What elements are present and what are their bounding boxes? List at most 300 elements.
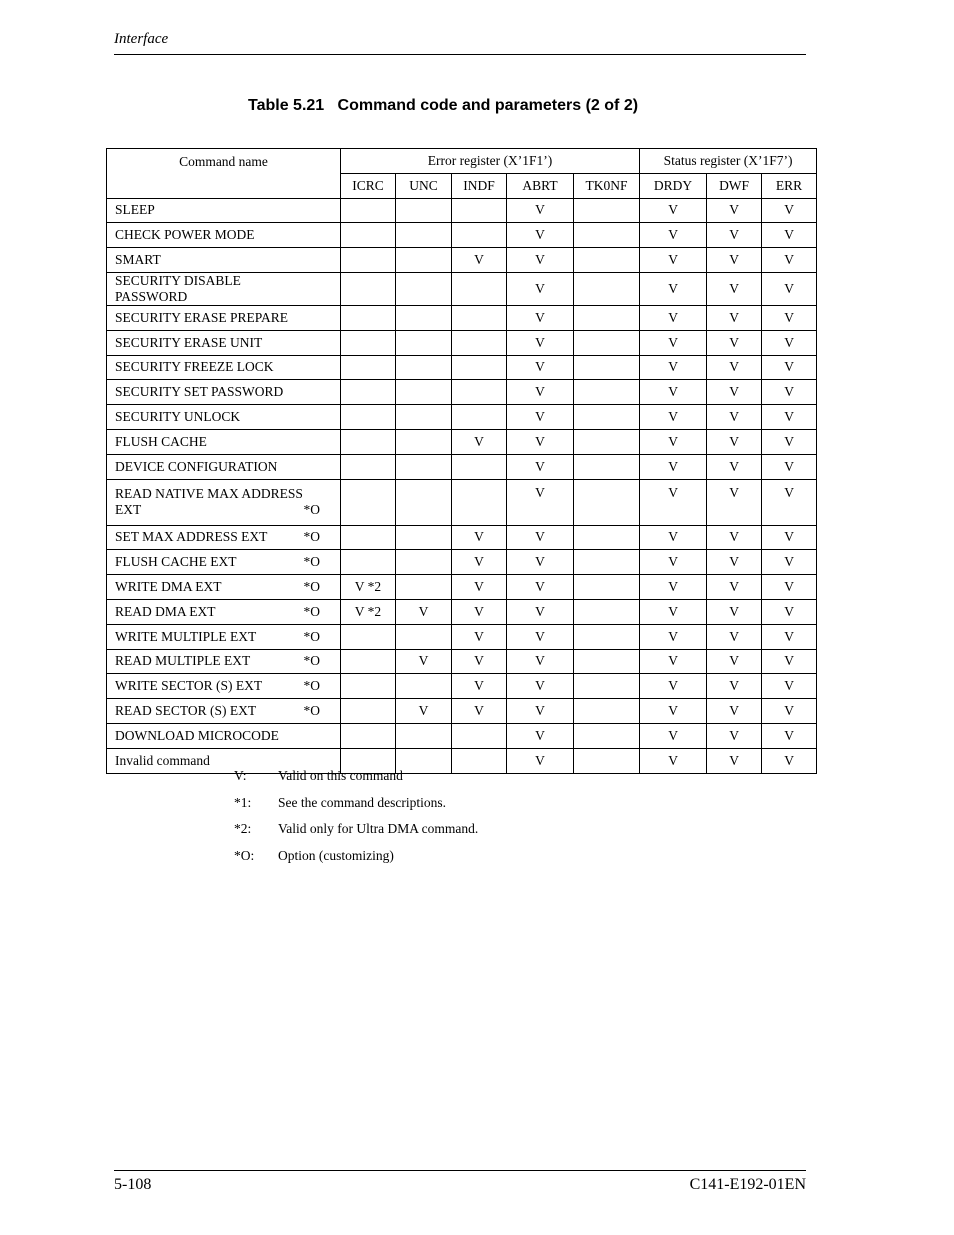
cell-dwf: V (707, 454, 762, 479)
cell-indf (452, 305, 507, 330)
cell-abrt: V (507, 248, 574, 273)
cell-err: V (762, 330, 817, 355)
command-name-wrap (115, 384, 340, 400)
command-name-cell (107, 674, 341, 699)
cell-dwf: V (707, 405, 762, 430)
cell-err: V (762, 405, 817, 430)
note-text: Valid only for Ultra DMA command. (278, 821, 479, 837)
cell-drdy: V (640, 380, 707, 405)
cell-unc (396, 550, 452, 575)
cell-dwf: V (707, 223, 762, 248)
cell-tk0nf (574, 223, 640, 248)
cell-abrt: V (507, 330, 574, 355)
command-name-wrap (115, 678, 340, 694)
table-row (107, 479, 817, 525)
cell-abrt: V (507, 699, 574, 724)
cell-err: V (762, 479, 817, 525)
cell-indf: V (452, 674, 507, 699)
table-row (107, 330, 817, 355)
cell-indf (452, 223, 507, 248)
table-row (107, 624, 817, 649)
cell-abrt: V (507, 272, 574, 305)
command-name-wrap (115, 409, 340, 425)
cell-err: V (762, 198, 817, 223)
cell-unc (396, 748, 452, 773)
document-code: C141-E192-01EN (689, 1176, 806, 1193)
command-name-text: CHECK POWER MODE (115, 227, 255, 243)
option-marker: *O (303, 603, 320, 619)
cell-icrc (341, 405, 396, 430)
cell-unc (396, 575, 452, 600)
cell-abrt: V (507, 479, 574, 525)
table-row (107, 649, 817, 674)
cell-abrt: V (507, 454, 574, 479)
cell-icrc (341, 479, 396, 525)
cell-abrt: V (507, 223, 574, 248)
cell-indf (452, 748, 507, 773)
cell-icrc (341, 525, 396, 550)
table-row (107, 248, 817, 273)
table-row (107, 550, 817, 575)
command-name-text: SECURITY UNLOCK (115, 409, 241, 425)
cell-indf (452, 330, 507, 355)
cell-drdy: V (640, 674, 707, 699)
cell-tk0nf (574, 723, 640, 748)
cell-drdy: V (640, 305, 707, 330)
cell-unc (396, 405, 452, 430)
command-name-cell (107, 198, 341, 223)
cell-dwf: V (707, 248, 762, 273)
cell-drdy: V (640, 454, 707, 479)
command-name-cell (107, 248, 341, 273)
note-text: Option (customizing) (278, 848, 394, 864)
cell-err: V (762, 649, 817, 674)
cell-unc (396, 223, 452, 248)
cell-indf (452, 405, 507, 430)
command-name-wrap (115, 703, 340, 719)
cell-dwf: V (707, 699, 762, 724)
command-name-wrap (115, 629, 340, 645)
cell-icrc (341, 272, 396, 305)
command-name-cell (107, 624, 341, 649)
command-name-text: DOWNLOAD MICROCODE (115, 727, 279, 743)
cell-err: V (762, 599, 817, 624)
command-name-wrap (115, 252, 340, 268)
cell-indf: V (452, 429, 507, 454)
note-key: *2: (234, 821, 252, 837)
cell-icrc (341, 248, 396, 273)
cell-dwf: V (707, 748, 762, 773)
cell-drdy: V (640, 550, 707, 575)
cell-tk0nf (574, 454, 640, 479)
command-name-text: SECURITY FREEZE LOCK (115, 359, 274, 375)
cell-drdy: V (640, 355, 707, 380)
command-name-wrap (115, 202, 340, 218)
cell-tk0nf (574, 624, 640, 649)
table-row (107, 305, 817, 330)
cell-tk0nf (574, 748, 640, 773)
option-marker: *O (303, 502, 320, 518)
cell-indf: V (452, 649, 507, 674)
cell-err: V (762, 429, 817, 454)
cell-drdy: V (640, 330, 707, 355)
cell-err: V (762, 674, 817, 699)
cell-icrc (341, 330, 396, 355)
cell-err: V (762, 624, 817, 649)
cell-icrc (341, 649, 396, 674)
cell-drdy: V (640, 479, 707, 525)
command-name-text: SECURITY ERASE PREPARE (115, 309, 289, 325)
cell-unc (396, 624, 452, 649)
cell-abrt: V (507, 674, 574, 699)
cell-icrc (341, 699, 396, 724)
cell-abrt: V (507, 723, 574, 748)
cell-drdy: V (640, 723, 707, 748)
table-row (107, 575, 817, 600)
cell-tk0nf (574, 248, 640, 273)
cell-unc: V (396, 699, 452, 724)
cell-err: V (762, 723, 817, 748)
page-number: 5-108 (114, 1176, 152, 1193)
command-name-cell (107, 272, 341, 305)
cell-icrc (341, 454, 396, 479)
command-name-cell (107, 380, 341, 405)
command-name-cell (107, 699, 341, 724)
cell-tk0nf (574, 649, 640, 674)
command-name-text: SECURITY ERASE UNIT (115, 334, 263, 350)
command-name-header: Command name (107, 149, 341, 199)
cell-indf (452, 479, 507, 525)
command-name-wrap (115, 273, 340, 305)
command-name-wrap (115, 483, 340, 521)
option-marker: *O (303, 653, 320, 669)
cell-abrt: V (507, 355, 574, 380)
command-name-text: SMART (115, 252, 161, 268)
cell-err: V (762, 380, 817, 405)
cell-tk0nf (574, 405, 640, 430)
table-row (107, 748, 817, 773)
cell-unc (396, 674, 452, 699)
cell-tk0nf (574, 575, 640, 600)
command-name-wrap (115, 753, 340, 769)
table-row (107, 405, 817, 430)
command-name-wrap (115, 310, 340, 326)
cell-unc (396, 454, 452, 479)
cell-tk0nf (574, 674, 640, 699)
cell-dwf: V (707, 305, 762, 330)
note-text: See the command descriptions. (278, 794, 446, 810)
command-name-wrap (115, 728, 340, 744)
cell-indf (452, 380, 507, 405)
option-marker: *O (303, 678, 320, 694)
cell-abrt: V (507, 624, 574, 649)
command-name-text: READ SECTOR (S) EXT (115, 703, 257, 719)
cell-drdy: V (640, 575, 707, 600)
cell-unc (396, 198, 452, 223)
cell-dwf: V (707, 649, 762, 674)
command-name-text: WRITE SECTOR (S) EXT (115, 678, 263, 694)
command-name-wrap (115, 554, 340, 570)
column-header-err: ERR (762, 173, 817, 198)
column-header-icrc: ICRC (341, 173, 396, 198)
cell-tk0nf (574, 699, 640, 724)
cell-unc (396, 429, 452, 454)
cell-icrc (341, 198, 396, 223)
command-name-cell (107, 649, 341, 674)
cell-dwf: V (707, 198, 762, 223)
cell-abrt: V (507, 575, 574, 600)
command-name-cell (107, 479, 341, 525)
cell-drdy: V (640, 429, 707, 454)
cell-indf: V (452, 575, 507, 600)
note-key: V: (234, 768, 247, 783)
running-header: Interface (114, 31, 169, 47)
command-name-text: FLUSH CACHE (115, 433, 207, 449)
cell-dwf: V (707, 575, 762, 600)
cell-tk0nf (574, 525, 640, 550)
note-key: *O: (234, 848, 255, 864)
command-name-cell (107, 575, 341, 600)
cell-err: V (762, 305, 817, 330)
table-row (107, 198, 817, 223)
cell-dwf: V (707, 355, 762, 380)
cell-tk0nf (574, 355, 640, 380)
option-marker: *O (303, 703, 320, 719)
command-name-cell (107, 330, 341, 355)
table-row (107, 674, 817, 699)
command-table (106, 148, 817, 774)
command-name-cell (107, 305, 341, 330)
command-name-text: FLUSH CACHE EXT (115, 554, 237, 570)
command-name-text: WRITE DMA EXT (115, 579, 222, 595)
cell-abrt: V (507, 405, 574, 430)
cell-err: V (762, 699, 817, 724)
cell-tk0nf (574, 272, 640, 305)
command-name-text: SECURITY DISABLE PASSWORD (115, 272, 241, 304)
cell-dwf: V (707, 330, 762, 355)
cell-unc: V (396, 649, 452, 674)
command-name-wrap (115, 579, 340, 595)
cell-abrt: V (507, 649, 574, 674)
command-name-cell (107, 599, 341, 624)
cell-dwf: V (707, 674, 762, 699)
cell-icrc (341, 355, 396, 380)
cell-unc (396, 272, 452, 305)
command-name-wrap (115, 459, 340, 475)
cell-indf: V (452, 550, 507, 575)
cell-unc (396, 355, 452, 380)
cell-drdy: V (640, 248, 707, 273)
column-header-indf: INDF (452, 173, 507, 198)
cell-unc (396, 525, 452, 550)
command-name-wrap (115, 227, 340, 243)
cell-unc (396, 380, 452, 405)
command-name-wrap (115, 529, 340, 545)
cell-dwf: V (707, 723, 762, 748)
error-register-header: Error register (X’1F1’) (341, 149, 640, 174)
cell-tk0nf (574, 330, 640, 355)
command-name-text: READ MULTIPLE EXT (115, 653, 251, 669)
header-rule (114, 54, 806, 55)
cell-indf: V (452, 248, 507, 273)
command-name-text: SLEEP (115, 202, 155, 218)
cell-icrc: V *2 (341, 599, 396, 624)
command-name-cell (107, 355, 341, 380)
cell-abrt: V (507, 525, 574, 550)
status-register-header: Status register (X’1F7’) (640, 149, 817, 174)
command-name-text: READ NATIVE MAX ADDRESS (115, 486, 303, 502)
cell-icrc (341, 674, 396, 699)
cell-abrt: V (507, 599, 574, 624)
cell-indf: V (452, 525, 507, 550)
cell-dwf: V (707, 599, 762, 624)
cell-tk0nf (574, 550, 640, 575)
cell-unc (396, 248, 452, 273)
cell-drdy: V (640, 405, 707, 430)
column-header-unc: UNC (396, 173, 452, 198)
table-row (107, 272, 817, 305)
cell-icrc (341, 223, 396, 248)
cell-unc (396, 305, 452, 330)
option-marker: *O (303, 579, 320, 595)
cell-err: V (762, 454, 817, 479)
command-name-text: SECURITY SET PASSWORD (115, 384, 284, 400)
command-name-wrap (115, 653, 340, 669)
cell-tk0nf (574, 198, 640, 223)
cell-err: V (762, 248, 817, 273)
command-name-wrap (115, 604, 340, 620)
cell-abrt: V (507, 198, 574, 223)
cell-err: V (762, 550, 817, 575)
cell-dwf: V (707, 272, 762, 305)
cell-tk0nf (574, 479, 640, 525)
cell-icrc (341, 380, 396, 405)
cell-abrt: V (507, 305, 574, 330)
cell-err: V (762, 575, 817, 600)
command-name-text: READ DMA EXT (115, 603, 216, 619)
cell-drdy: V (640, 198, 707, 223)
column-header-dwf: DWF (707, 173, 762, 198)
cell-dwf: V (707, 525, 762, 550)
command-name-wrap (115, 335, 340, 351)
command-name-cell (107, 723, 341, 748)
column-header-abrt: ABRT (507, 173, 574, 198)
table-row (107, 223, 817, 248)
note-key: *1: (234, 794, 252, 810)
cell-unc (396, 479, 452, 525)
table-row (107, 429, 817, 454)
table-row (107, 525, 817, 550)
cell-icrc (341, 624, 396, 649)
cell-unc (396, 330, 452, 355)
cell-icrc (341, 723, 396, 748)
cell-indf: V (452, 599, 507, 624)
cell-tk0nf (574, 599, 640, 624)
cell-indf (452, 272, 507, 305)
table-row (107, 599, 817, 624)
cell-drdy: V (640, 649, 707, 674)
cell-err: V (762, 223, 817, 248)
cell-err: V (762, 525, 817, 550)
command-name-text: SET MAX ADDRESS EXT (115, 529, 268, 545)
cell-icrc (341, 305, 396, 330)
cell-indf: V (452, 624, 507, 649)
cell-dwf: V (707, 479, 762, 525)
cell-indf (452, 198, 507, 223)
cell-tk0nf (574, 305, 640, 330)
cell-icrc (341, 429, 396, 454)
table-body (107, 198, 817, 773)
table-row (107, 454, 817, 479)
cell-icrc: V *2 (341, 575, 396, 600)
command-name-cell (107, 429, 341, 454)
command-name-text: Invalid command (115, 752, 210, 768)
command-name-text: WRITE MULTIPLE EXT (115, 628, 257, 644)
table-row (107, 723, 817, 748)
cell-tk0nf (574, 429, 640, 454)
cell-drdy: V (640, 699, 707, 724)
cell-dwf: V (707, 624, 762, 649)
table-head (107, 149, 817, 199)
footer-rule (114, 1170, 806, 1171)
command-name-text: DEVICE CONFIGURATION (115, 458, 278, 474)
command-name-cell (107, 405, 341, 430)
group-header-row (107, 149, 817, 174)
note-text: Valid on this command (278, 768, 403, 783)
cell-dwf: V (707, 380, 762, 405)
cell-drdy: V (640, 223, 707, 248)
cell-abrt: V (507, 550, 574, 575)
cell-abrt: V (507, 748, 574, 773)
cell-tk0nf (574, 380, 640, 405)
column-header-tk0nf: TK0NF (574, 173, 640, 198)
cell-drdy: V (640, 599, 707, 624)
column-header-drdy: DRDY (640, 173, 707, 198)
command-name-cell (107, 223, 341, 248)
cell-dwf: V (707, 429, 762, 454)
cell-abrt: V (507, 429, 574, 454)
option-marker: *O (303, 628, 320, 644)
cell-indf (452, 454, 507, 479)
table-row (107, 355, 817, 380)
cell-abrt: V (507, 380, 574, 405)
cell-err: V (762, 748, 817, 773)
cell-icrc (341, 550, 396, 575)
cell-drdy: V (640, 748, 707, 773)
cell-err: V (762, 272, 817, 305)
command-name-cell (107, 525, 341, 550)
command-name-text: EXT (115, 502, 142, 518)
cell-indf (452, 723, 507, 748)
cell-indf: V (452, 699, 507, 724)
cell-drdy: V (640, 525, 707, 550)
cell-unc (396, 723, 452, 748)
table-row (107, 380, 817, 405)
cell-unc: V (396, 599, 452, 624)
cell-dwf: V (707, 550, 762, 575)
option-marker: *O (303, 529, 320, 545)
cell-indf (452, 355, 507, 380)
cell-drdy: V (640, 272, 707, 305)
cell-drdy: V (640, 624, 707, 649)
table-title: Table 5.21 Command code and parameters (2 of 2) (248, 97, 639, 114)
cell-err: V (762, 355, 817, 380)
option-marker: *O (303, 554, 320, 570)
command-name-wrap (115, 359, 340, 375)
command-name-cell (107, 454, 341, 479)
command-name-wrap (115, 434, 340, 450)
table-row (107, 699, 817, 724)
